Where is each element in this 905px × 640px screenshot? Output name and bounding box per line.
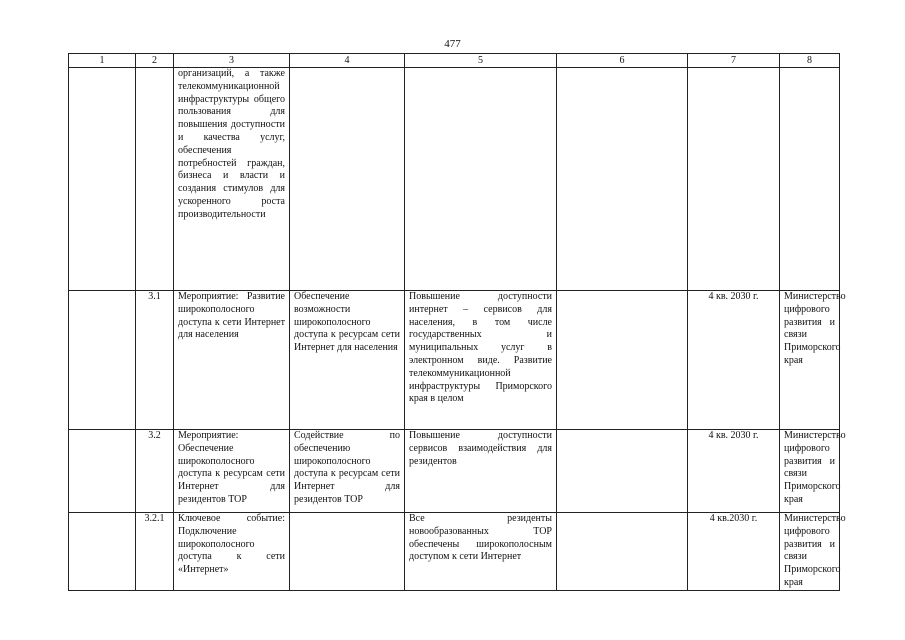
cell-index: 3.1 — [136, 291, 174, 430]
table-row — [69, 68, 840, 291]
column-header-5: 5 — [405, 54, 557, 68]
cell-col6 — [557, 513, 688, 591]
cell-result — [405, 68, 557, 291]
table-row — [69, 291, 840, 430]
cell-goal — [290, 68, 405, 291]
cell-description: Мероприятие: Развитие широкополосного доступа к сети Интернет для населения — [174, 291, 290, 430]
column-header-4: 4 — [290, 54, 405, 68]
cell-deadline: 4 кв. 2030 г. — [688, 430, 780, 513]
page-number: 477 — [444, 38, 461, 50]
column-header-1: 1 — [69, 54, 136, 68]
column-header-7: 7 — [688, 54, 780, 68]
cell-number — [69, 68, 136, 291]
cell-index: 3.2 — [136, 430, 174, 513]
cell-col6 — [557, 68, 688, 291]
cell-responsible: Министерство цифрового развития и связи Приморского края — [780, 430, 840, 513]
activities-table — [68, 53, 846, 591]
cell-number — [69, 430, 136, 513]
column-header-2: 2 — [136, 54, 174, 68]
table-row — [69, 430, 840, 513]
header-row — [69, 54, 840, 68]
cell-goal: Обеспечение возможности широкополосного доступа к ресурсам сети Интернет для населения — [290, 291, 405, 430]
cell-number — [69, 291, 136, 430]
cell-description: организаций, а также телекоммуникационной инфраструктуры общего пользования для повышения доступности и качества услуг, обеспечения потребностей граждан, бизнеса и власти и создания стимулов для ускоренного роста производительности — [174, 68, 290, 291]
cell-description: Ключевое событие: Подключение широкополосного доступа к сети «Интернет» — [174, 513, 290, 591]
cell-index: 3.2.1 — [136, 513, 174, 591]
column-header-8: 8 — [780, 54, 840, 68]
cell-responsible: Министерство цифрового развития и связи Приморского края — [780, 291, 840, 430]
cell-deadline: 4 кв. 2030 г. — [688, 291, 780, 430]
cell-result: Повышение доступности интернет – сервисов для населения, в том числе государственных и муниципальных услуг в электронном виде. Развитие телекоммуникационной инфраструктуры Приморского края в целом — [405, 291, 557, 430]
table-row — [69, 513, 840, 591]
cell-goal — [290, 513, 405, 591]
cell-responsible — [780, 68, 840, 291]
cell-col6 — [557, 430, 688, 513]
cell-result: Повышение доступности сервисов взаимодействия для резидентов — [405, 430, 557, 513]
cell-description: Мероприятие: Обеспечение широкополосного доступа к ресурсам сети Интернет для резидентов ТОР — [174, 430, 290, 513]
column-header-6: 6 — [557, 54, 688, 68]
column-header-3: 3 — [174, 54, 290, 68]
cell-index — [136, 68, 174, 291]
cell-number — [69, 513, 136, 591]
cell-col6 — [557, 291, 688, 430]
cell-deadline — [688, 68, 780, 291]
cell-responsible: Министерство цифрового развития и связи Приморского края — [780, 513, 840, 591]
cell-deadline: 4 кв.2030 г. — [688, 513, 780, 591]
cell-goal: Содействие по обеспечению широкополосного доступа к ресурсам сети Интернет для резидентов ТОР — [290, 430, 405, 513]
cell-result: Все резиденты новообразованных ТОР обеспечены широкополосным доступом к сети Интернет — [405, 513, 557, 591]
